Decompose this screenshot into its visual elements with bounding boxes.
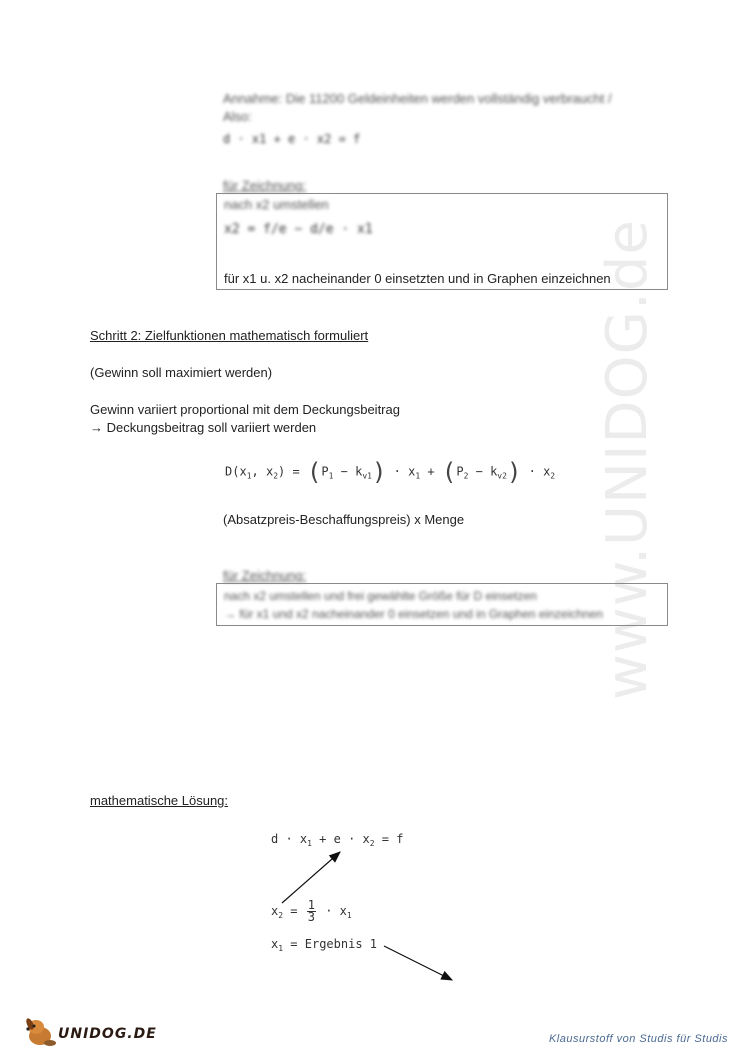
drawing-box-1-footer: für x1 u. x2 nacheinander 0 einsetzten und in Graphen einzeichnen bbox=[224, 271, 611, 286]
formula-caption: (Absatzpreis-Beschaffungspreis) x Menge bbox=[223, 512, 465, 527]
footer-logo-text: UNIDOG.DE bbox=[58, 1026, 157, 1042]
solution-x1-result: $x_1$ = Ergebnis 1 bbox=[271, 937, 377, 953]
drawing-heading-2: für Zeichnung: bbox=[223, 568, 307, 583]
solution-equation: $d \cdot x_1 + e \cdot x_2 = f$ bbox=[271, 832, 404, 848]
drawing-box-1-formula: x2 = f/e − d/e · x1 bbox=[224, 222, 373, 237]
arrow-to-equation bbox=[282, 852, 340, 903]
watermark: www.UNIDOG.de bbox=[595, 219, 660, 700]
footer-logo bbox=[22, 1016, 157, 1048]
assumption-line-2: Also: bbox=[223, 109, 252, 124]
step2-line-1: Gewinn variiert proportional mit dem Deckungsbeitrag bbox=[90, 402, 400, 417]
solution-heading: mathematische Lösung: bbox=[90, 793, 229, 808]
footer-slogan: Klausurstoff von Studis für Studis bbox=[548, 1033, 728, 1045]
step2-heading: Schritt 2: Zielfunktionen mathematisch formuliert bbox=[90, 328, 369, 343]
assumption-line-1: Annahme: Die 11200 Geldeinheiten werden vollständig verbraucht / bbox=[223, 91, 612, 106]
dog-icon bbox=[22, 1016, 62, 1048]
step2-note: (Gewinn soll maximiert werden) bbox=[90, 365, 273, 380]
arrow-to-result bbox=[384, 946, 452, 980]
assumption-formula: d · x1 + e · x2 = f bbox=[223, 132, 361, 146]
drawing-box-1-line: nach x2 umstellen bbox=[224, 197, 329, 212]
drawing-heading-1: für Zeichnung: bbox=[223, 178, 307, 193]
solution-x2-formula: $x_2$ = $\frac{1}{3}$ · $x_1$ bbox=[271, 898, 352, 924]
objective-function-formula: $D(x_1$, $x_2) = (P_1 - k_{v1}) \cdot x_1 + (P_2 - k_{v2}) \cdot x_2$ bbox=[225, 458, 556, 486]
solution-result-label: Ergebnis 1 bbox=[304, 937, 377, 951]
drawing-box-2-line-1: nach x2 umstellen und frei gewählte Größe für D einsetzen bbox=[224, 589, 537, 603]
drawing-box-2-line-2: → für x1 und x2 nacheinander 0 einsetzen und in Graphen einzeichnen bbox=[224, 607, 603, 621]
step2-line-2: → Deckungsbeitrag soll variiert werden bbox=[90, 420, 317, 435]
